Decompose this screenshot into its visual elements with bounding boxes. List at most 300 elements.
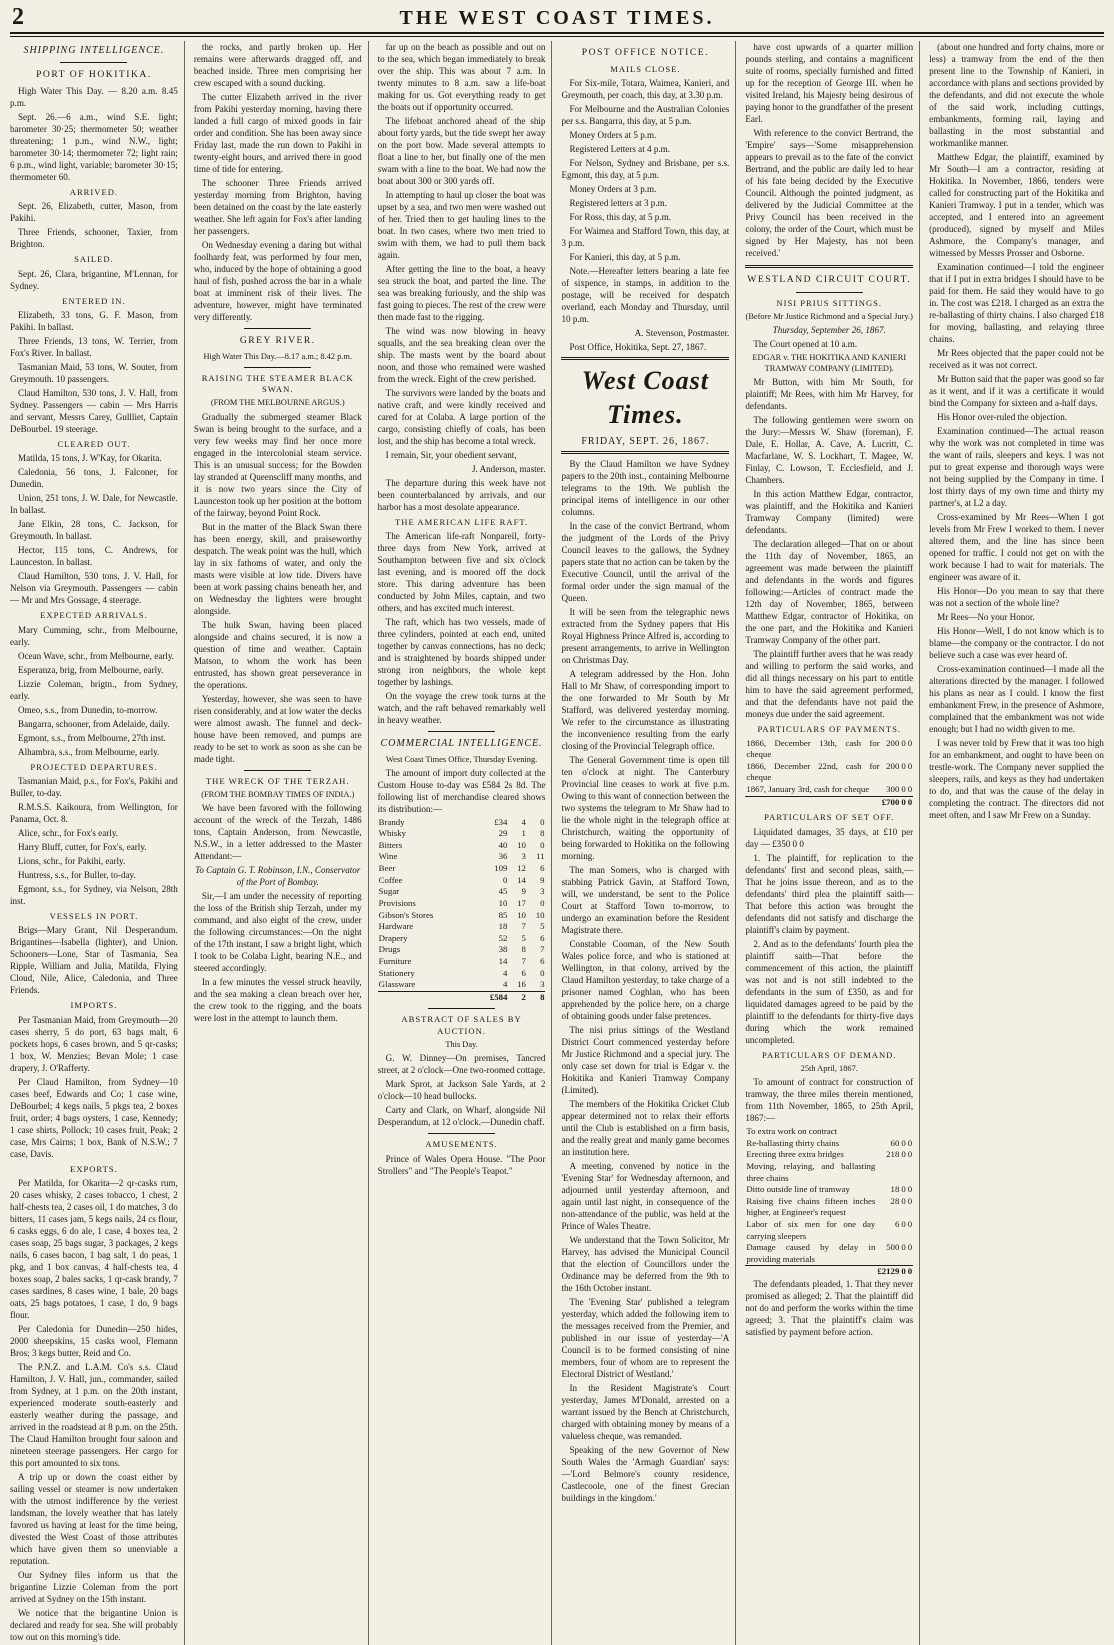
duty-row-d: 11 [536,851,545,862]
duty-row-s: 16 [517,979,526,990]
article-paragraph: The Court opened at 10 a.m. [753,339,858,350]
vessels-in-port: Brigs—Mary Grant, Nil Desperandum. Brigantines—Isabella (lighter), and Union. Schooners—Lone, Star of Tasmania, Sea Ripple, William and Julia, Matilda, Flying Cloud, Nile, Alice, Caledonia, and Three Friends. [10,925,178,996]
demand-row-s: 0 [901,1195,906,1206]
expected-entry: Egmont, s.s., from Melbourne, 27th inst. [18,732,166,743]
duty-row-d: 8 [540,828,545,839]
divider [428,1133,495,1134]
duty-row [378,956,546,968]
demand-row-item: Raising five chains fifteen inches higher, at Engineer's request [746,1195,876,1218]
setoff-heading: PARTICULARS OF SET OFF. [764,812,895,823]
demand-row-d: 0 [907,1195,913,1206]
payment-row [745,738,913,761]
projected-entry: Alice, schr., for Fox's early. [18,827,119,838]
duty-row-l: 36 [498,851,508,862]
article-paragraph: 1. The plaintiff, for replication to the defendants' first and second pleas, saith,—That he joins issue thereon, and as to the defendants' third plea the plaintiff saith—That before this action was brought the defendants did not satisfy and discharge the plaintiff's claim by payment. [745,852,914,935]
demand-row-item: Moving, relaying, and ballasting three chains [746,1160,876,1183]
duties-table [378,817,546,1004]
demand-row-item: Re-ballasting thirty chains [746,1137,840,1148]
article-paragraph: Mr Rees objected that the paper could not be received as it was not correct. [929,348,1104,370]
payments-total-row [745,796,913,808]
demand-total-s: 0 [901,1266,906,1277]
payments-total-s: 0 [901,796,906,807]
demand-row-s: 0 [901,1218,906,1229]
duty-row-item: Gibson's Stores [378,909,434,920]
duty-row [378,979,546,991]
duty-row-l: 10 [498,897,508,908]
duty-row-s: 12 [517,863,526,874]
payment-row-s: 0 [901,737,906,748]
arrived-entry: Sept. 26, Elizabeth, cutter, Mason, from Pakihi. [10,201,178,224]
columns [10,37,1104,1642]
column-1 [10,41,185,1645]
entered-entry: Claud Hamilton, 530 tons, J. V. Hall, from Sydney. Passengers — cabin — Mrs Harris and servant, Messrs Carey, Gullliet, Captain DeBourbel. 19 steerage. [10,387,178,434]
payments-table [745,738,913,809]
editorial-paragraph: A telegram addressed by the Hon. John Hall to Mr Shaw, of corresponding import to the one forwarded to Mr South by Mr Stafford, was delivered yesterday morning. We refer to the circumstance as illustrating the inconvenience resulting from the early closing of the Provincial Telegraph office. [561,668,730,751]
editorial-paragraph: It will be seen from the telegraphic news extracted from the Sydney papers that His Royal Highness Prince Alfred is, according to present arrangements, to arrive in Wellington on Christmas Day. [561,606,730,665]
abstract-heading: ABSTRACT OF SALES BY AUCTION. [401,1014,522,1036]
divider [244,770,311,771]
duty-row-d: 3 [540,886,545,897]
grey-tide-line: High Water This Day.—8.17 a.m.; 8.42 p.m. [203,351,352,361]
abstract-subheading: This Day. [445,1040,478,1050]
entered-heading: ENTERED IN. [62,295,126,306]
duty-row-d: 0 [540,816,545,827]
demand-row-s: 0 [901,1242,906,1253]
article-paragraph: The hulk Swan, having been placed alongside and chains secured, it is now a question of time and weather. Captain Matson, to whom the work has been entrusted, has shown great perseverance in the operations. [193,619,362,690]
article-paragraph: the rocks, and partly broken up. Her remains were afterwards dragged off, and beached inside. Three men comprising her crew escaped with a sound ducking. [193,42,362,88]
article-paragraph: We have been favored with the following account of the wreck of the Terzah, 1486 tons, Captain Anderson, from Newcastle, N.S.W., in a letter addressed to the Master Attendant:— [193,802,362,861]
auction-entry: Mark Sprot, at Jackson Sale Yards, at 2 o'clock—10 head bullocks. [377,1079,546,1102]
letter-address: To Captain G. T. Robinson, I.N., Conservator of the Port of Bombay. [195,864,361,887]
duty-row [378,817,546,829]
article-paragraph: have cost upwards of a quarter million pounds sterling, and contains a magnificent suite of rooms, specially furnished and fitted up for the reception of George III. when he visited Ireland, his Majesty being desirous of paying honor to the grandfather of the present Earl. [745,42,914,124]
duty-row-s: 9 [521,886,526,897]
newspaper-title: THE WEST COAST TIMES. [399,7,715,29]
demand-row-l: 60 [890,1137,900,1148]
article-paragraph: The raft, which has two vessels, made of three cylinders, pointed at each end, united together by canvas connections, has no deck; and is straightened by boards shipped under strong iron neighbors, the whole kept together by lashings. [377,617,546,688]
demand-row-s: 0 [901,1137,906,1148]
cleared-entry: Claud Hamilton, 530 tons, J. V. Hall, for Nelson via Greymouth. Passengers — cabin — Mr and Mrs Gossage, 4 steerage. [10,571,178,606]
payment-row-s: 0 [901,784,906,795]
arrived-entry: Three Friends, schooner, Taxier, from Brighton. [10,227,178,250]
imports-entry: Per Tasmanian Maid, from Greymouth—20 cases sherry, 5 do port, 63 bags malt, 6 pockets hops, 6 cases brown, and 5 qr-casks; 1 box, W. Menzies; Bevan Mole; 1 case drapery, J. O'Rafferty. [10,1014,178,1073]
divider [244,367,311,368]
nisi-prius-heading: NISI PRIUS SITTINGS. [776,297,883,308]
payment-row-l: 300 [886,784,900,795]
column-6 [929,41,1104,1645]
duty-row-s: 6 [521,967,526,978]
article-paragraph: The wind was now blowing in heavy squalls, and the sea breaking clean over the ship. The masts went by the board about noon, and those who remained were washed from the wreck. Eight of the crew perished. [377,326,546,384]
duty-row-item: Glassware [378,979,416,990]
article-paragraph: His Honor—Well, I do not know which is to blame—the company or the contractor. I do not believe such a case was ever heard of. [929,626,1104,660]
demand-row-d: 0 [907,1184,913,1195]
duty-row-d: 3 [540,979,545,990]
duty-row-l: 4 [503,979,508,990]
editorial-paragraph: A meeting, convened by notice in the 'Evening Star' for Wednesday afternoon, and adjourned until yesterday afternoon, and again until last night, in consequence of the non-attendance of the public, was held at the Prince of Wales Theatre. [561,1160,730,1231]
expected-entry: Omeo, s.s., from Dunedin, to-morrow. [18,704,158,715]
masthead [10,4,1104,34]
duty-row [378,851,546,863]
demand-row-item: Damage caused by delay in providing materials [746,1242,876,1264]
expected-entry: Alhambra, s.s., from Melbourne, early. [18,746,160,757]
duty-row-item: Furniture [378,955,412,966]
shipping-news: Per Caledonia for Dunedin—250 hides, 2000 sheepskins, 15 casks wool, Flemann Bros; 3 kegs butter, Reid and Co. [10,1323,178,1358]
duty-row-d: 0 [540,967,545,978]
terzah-heading: THE WRECK OF THE TERZAH. [205,775,350,786]
article-paragraph: With reference to the convict Bertrand, the 'Empire' says—'Some misapprehension appears to prevail as to the fate of the convict Bertrand, and the public are daily led to hear of his fate being decided by the Executive Council. Although the pointed judgment, as delivered by the Judicial Committee at the Privy Council has been received in the colony, the order of the Court, which must be signed by Her Majesty, has not been received.' [745,128,914,258]
editorial-paragraph: The nisi prius sittings of the Westland District Court commenced yesterday before Mr Justice Richmond and a special jury. The only case set down for trial is Edgar v. the Hokitika and Kanieri Tramway Company (Limited). [561,1024,730,1095]
payment-row-d: 0 [907,760,913,771]
exports-heading: EXPORTS. [69,1163,118,1174]
entered-entry: Elizabeth, 33 tons, G. F. Mason, from Pakihi. In ballast. [10,309,178,332]
payment-row [745,761,913,784]
demand-row-l: 6 [894,1218,900,1229]
duty-row-s: 8 [521,944,526,955]
expected-heading: EXPECTED ARRIVALS. [40,610,148,621]
article-paragraph: The schooner Three Friends arrived yesterday morning from Brighton, having been detained on the coast by the late easterly weather. She left again for Fox's after landing her passengers. [193,178,362,236]
editorial-dateline: FRIDAY, SEPT. 26, 1867. [561,435,729,454]
mail-entry: For Melbourne and the Australian Colonies per s.s. Bangarra, this day, at 5 p.m. [561,104,730,126]
cleared-entry: Caledonia, 56 tons, J. Falconer, for Dunedin. [10,467,178,490]
duty-row [378,898,546,910]
letter-signature: J. Anderson, master. [471,464,546,474]
demand-date: 25th April, 1867. [800,1063,858,1073]
auction-entry: Carty and Clark, on Wharf, alongside Nil Desperandum, at 12 o'clock.—Dunedin chaff. [377,1105,546,1128]
black-swan-source: (FROM THE MELBOURNE ARGUS.) [210,398,345,408]
vessels-heading: VESSELS IN PORT. [49,910,139,921]
column-3 [378,41,553,1645]
duty-row-d: 6 [540,932,545,943]
duty-row-s: 4 [521,816,526,827]
duty-row [378,875,546,887]
payment-row-item: 1866, December 13th, cash for cheque [746,737,880,760]
duty-row-l: £34 [494,816,508,827]
duty-row-item: Drapery [378,932,408,943]
duty-row-item: Coffee [378,874,403,885]
mail-entry: For Waimea and Stafford Town, this day, at 3 p.m. [561,226,730,248]
demand-row [745,1196,913,1219]
payment-row [745,784,913,796]
article-paragraph: The American life-raft Nonpareil, forty-three days from New York, arrived at Southampton between five and six o'clock last evening, and is moored off the dock store. This daring adventure has been conducted by John Miles, captain, and two others, and has excited much interest. [377,531,546,614]
demand-table [745,1126,913,1278]
circuit-court-heading: WESTLAND CIRCUIT COURT. [747,274,912,285]
mail-entry: Registered Letters at 4 p.m. [569,144,670,154]
mail-note: Note.—Hereafter letters bearing a late fee of sixpence, in stamps, in addition to the postage, will be received for despatch overland, each Monday and Thursday, until 10 p.m. [561,266,730,324]
duty-row [378,968,546,980]
article-paragraph: But in the matter of the Black Swan there has been energy, skill, and praiseworthy despatch. The weak point was the hull, which lay in six fathoms of water, and only the masts were visible at low tide. Divers have been at work passing chains beneath her, and on Wednesday the lighters were brought alongside. [193,521,362,616]
projected-heading: PROJECTED DEPARTURES. [30,761,158,772]
exports-entry: Per Matilda, for Okarita—2 qr-casks rum, 20 cases whisky, 2 cases tobacco, 1 chest, 2 half-chests tea, 2 cases oil, 1 do matches, 3 do bitters, 11 cases jam, 5 kegs nails, 24 cs flour, 6 casks eggs, 6 do ale, 1 case, 4 boxes tea, 2 cases soap, 25 bags sugar, 3 packages, 2 kegs nails, 6 cases bacon, 1 bag salt, 1 do peas, 1 pkg, and 1 box canvas, 4 half-chests tea, 4 boxes soap, 2 bales sacks, 1 qr-cask brandy, 7 cases sardines, 8 cases wine, 1 bale, 20 bags oats, 25 bags potatoes, 1 case, 1 do, 9 bags flour. [10,1177,178,1320]
demand-heading: PARTICULARS OF DEMAND. [761,1049,897,1060]
demand-row-l: 500 [886,1242,900,1253]
duty-row-item: Beer [378,863,396,874]
duty-row-s: 10 [517,839,526,850]
demand-row-d [907,1161,913,1184]
demand-row [745,1149,913,1161]
column-4 [561,41,736,1645]
mail-entry: Money Orders at 3 p.m. [569,184,657,194]
expected-entry: Esperanza, brig, from Melbourne, early. [18,664,164,675]
article-paragraph: The defendants pleaded, 1. That they never promised as alleged; 2. That the plaintiff did not do and perform the works within the time agreed; 3. That the plaintiff's claim was satisfied by payment before action. [745,1278,914,1337]
case-title: EDGAR v. THE HOKITIKA AND KANIERI TRAMWAY COMPANY (LIMITED). [752,353,907,374]
payment-row-d: 0 [907,737,913,748]
duty-row [378,840,546,852]
article-paragraph: The declaration alleged—That on or about the 11th day of November, 1865, an agreement was made between the plaintiff and defendants in the words and figures following:—Articles of contract made the 12th day of November, 1865, between Matthew Edgar, contractor of Hokitika, on the one part, and the Hokitika and Kanieri Tramway Company of the other part. [745,539,914,646]
black-swan-heading: RAISING THE STEAMER BLACK SWAN. [201,372,354,395]
shipping-news: Our Sydney files inform us that the brigantine Lizzie Coleman from the port arrived at Sydney on the 15th instant. [10,1569,178,1604]
article-paragraph: His Honor—Do you mean to say that there was not a section of the whole line? [929,586,1104,608]
life-raft-heading: THE AMERICAN LIFE RAFT. [395,517,529,527]
demand-row-l [876,1126,900,1138]
cleared-entry: Hector, 115 tons, C. Andrews, for Launceston. In ballast. [10,545,178,568]
post-office-heading: POST OFFICE NOTICE. [581,47,710,58]
weather-report: Sept. 26.—6 a.m., wind S.E. light; barometer 30·25; thermometer 50; weather threatening; 1 p.m., wind N.W., light; barometer 30·14; thermometer 72; light rain; 6 p.m., wind light, variable; barometer 30·15; thermometer 60. [10,111,178,182]
editorial-paragraph: Constable Cooman, of the New South Wales police force, and who is stationed at Wellington, in that colony, arrived by the Claud Hamilton yesterday, to take charge of a prisoner named Coghlan, who has been apprehended by the police here, on a charge of obtaining goods under false pretences. [561,938,730,1021]
duty-row-d: 9 [540,874,545,885]
duty-row [378,921,546,933]
article-paragraph: Mr Button said that the paper was good so far as it went, and if it was a certificate it would bind the Company for sixteen and a-half days. [929,374,1104,408]
payment-row-d: 0 [907,784,913,795]
duty-row [378,886,546,898]
demand-row-l: 18 [890,1184,900,1195]
article-paragraph: In attempting to haul up closer the boat was upset by a sea, and two men were washed out of her. Tried then to get hauling lines to the boat. In two cases, where two men tried to swim with them, we had to pull them back again. [377,190,546,260]
auction-entry: G. W. Dinney—On premises, Tancred street, at 2 o'clock—One two-roomed cottage. [377,1053,546,1076]
projected-entry: Huntress, s.s., for Buller, to-day. [18,869,136,880]
payments-heading: PARTICULARS OF PAYMENTS. [757,724,902,735]
mail-entry: For Kanieri, this day, at 5 p.m. [569,252,681,262]
shipping-news: A trip up or down the coast either by sailing vessel or steamer is now undertaken with the utmost indifference by the veriest landsman, the lovely weather that has lately favored us having at least for the time being, divested the West Coast of those attributes which have given them so unenviable a reputation. [10,1471,178,1566]
article-paragraph: Sir,—I am under the necessity of reporting the loss of the British ship Terzah, under my command, and also eight of the crew, under the following circumstances:—On the night of the 17th instant, I saw a bright light, which I took to be Colaba Light, bearing N.E., and steered accordingly. [193,890,362,973]
demand-row-item: Ditto outside line of tramway [746,1184,850,1195]
demand-row-d: 0 [907,1149,913,1160]
duty-row [378,910,546,922]
arrived-heading: ARRIVED. [69,186,119,197]
article-paragraph: 2. And as to the defendants' fourth plea the plaintiff saith—That before the commencement of this action, the plaintiff was not and is not still indebted to the defendants in the sum of £350, as and for liquidated damages agreed to be paid by the plaintiff to the defendants for thirty-five days during which the work remained uncompleted. [745,938,914,1045]
duty-row-l: 52 [498,932,508,943]
duty-row [378,863,546,875]
mail-entry: For Ross, this day, at 5 p.m. [569,212,671,222]
nisi-prius-date: Thursday, September 26, 1867. [772,325,886,336]
entered-entry: Three Friends, 13 tons, W. Terrier, from Fox's River. In ballast. [10,335,178,358]
divider [428,1008,495,1009]
duty-row-item: Drugs [378,944,401,955]
duty-row-item: Wine [378,851,398,862]
duty-row-item: Stationery [378,967,415,978]
article-paragraph: The plaintiff further avers that he was ready and willing to perform the said works, and did all things necessary on his part to entitle him to have the said agreement performed, and that the defendants have not paid the moneys due under the said agreement. [745,649,914,720]
cleared-heading: CLEARED OUT. [57,438,131,449]
duty-row-s: 1 [521,828,526,839]
payment-row-l: 200 [886,737,900,748]
expected-entry: Mary Cumming, schr., from Melbourne, early. [10,624,178,647]
mail-entry: Registered letters at 3 p.m. [569,198,667,208]
page-number: 2 [12,4,24,30]
payments-total-l: £700 [881,796,900,807]
payment-row-l: 200 [886,760,900,771]
cleared-entry: Jane Elkin, 28 tons, C. Jackson, for Greymouth. In ballast. [10,519,178,542]
shipping-news: We notice that the brigantine Union is declared and ready for sea. She will probably tow out on this morning's tide. [10,1607,178,1642]
duty-row-item: Hardware [378,921,414,932]
demand-row-l [876,1161,900,1184]
demand-row-s: 0 [901,1184,906,1195]
terzah-source: (FROM THE BOMBAY TIMES OF INDIA.) [201,789,355,799]
article-paragraph: In a few minutes the vessel struck heavily, and the sea making a clean breach over her, the crew took to the rigging, and the boats were lost in the attempt to launch them. [193,976,362,1023]
duty-row-s: 17 [517,897,526,908]
demand-row [745,1219,913,1242]
duty-row-d: 0 [540,839,545,850]
duty-row-d: 6 [540,955,545,966]
article-paragraph: Mr Rees—No your Honor. [937,612,1035,622]
article-paragraph: I remain, Sir, your obedient servant, [385,450,517,460]
article-paragraph: The survivors were landed by the boats and native craft, and were kindly received and cared for at Colaba. A large portion of the cargo, consisting chiefly of coals, has been lost, and the ship has become a total wreck. [377,388,546,446]
duty-row-l: 14 [498,955,508,966]
duty-row [378,828,546,840]
duty-row-item: Whisky [378,828,407,839]
article-paragraph: On Wednesday evening a daring but withal foolhardy feat, was performed by four men, who, induced by the hope of obtaining a good haul of fish, pushed across the bar in a whale boat at imminent risk of their lives. The adventure, however, might have terminated very differently. [193,240,362,322]
editorial-paragraph: The members of the Hokitika Cricket Club appear determined not to relax their efforts until the Club is established on a firm basis, and the really great and manly game becomes an institution here. [561,1098,730,1157]
article-paragraph: In this action Matthew Edgar, contractor, was plaintiff, and the Hokitika and Kanieri Tramway Company (limited) were defendants. [745,489,914,536]
duty-row-d: 5 [540,921,545,932]
article-paragraph: Gradually the submerged steamer Black Swan is being brought to the surface, and a very few weeks may find her once more engaged in the intercolonial steam service. This is an unusual success; for the Bowden lay stranded at Queenscliff many months, and it is now two years since the City of Launceston took up her position at the bottom of the fairway, beyond Point Rock. [193,411,362,518]
port-heading: PORT OF HOKITIKA. [36,69,152,81]
duty-row-l: 18 [498,921,508,932]
demand-row-d: 0 [907,1218,913,1229]
expected-entry: Ocean Wave, schr., from Melbourne, early. [18,650,175,661]
duty-row-item: Provisions [378,897,416,908]
amusements-entry: Prince of Wales Opera House. "The Poor Strollers" and "The People's Teapot." [377,1153,546,1176]
projected-entry: Egmont, s.s., for Sydney, via Nelson, 28th inst. [10,883,178,906]
demand-row-l: 218 [886,1149,900,1160]
editorial-banner: West Coast Times. [561,357,729,433]
duty-row-s: 3 [521,851,526,862]
demand-row [745,1184,913,1196]
duty-row-s: 14 [517,874,526,885]
duties-total-s: 2 [508,991,527,1003]
cleared-entry: Matilda, 15 tons, J. W'Kay, for Okarita. [18,453,162,464]
duty-row-item: Bitters [378,839,403,850]
divider [60,62,127,63]
duty-row-l: 4 [503,967,508,978]
article-paragraph: Yesterday, however, she was seen to have risen considerably, and at low water the decks were almost awash. The funnel and deck-house have been removed, and pumps are ready to be set to work as soon as she can be made tight. [193,693,362,764]
expected-entry: Lizzie Coleman, brigtn., from Sydney, early. [10,678,178,701]
article-paragraph: (about one hundred and forty chains, more or less) a tramway from the end of the then present line to the Township of Kanieri, in accordance with plans and sections provided by the defendants, and did not execute the whole of the said work, including cuttings, embankments, forming rail, laying and ballasting in the most substantial and workmanlike manner. [929,42,1104,148]
editorial-paragraph: By the Claud Hamilton we have Sydney papers to the 20th inst., containing Melbourne telegrams to the 19th. We publish the principal items of intelligence in our other columns. [561,458,730,517]
article-paragraph: On the voyage the crew took turns at the watch, and the raft behaved remarkably well in heavy weather. [377,691,546,726]
nisi-prius-sub: (Before Mr Justice Richmond and a Special Jury.) [745,312,913,321]
payment-row-item: 1867, January 3rd, cash for cheque [746,784,870,795]
mail-entry: For Nelson, Sydney and Brisbane, per s.s. Egmont, this day, at 5 p.m. [561,158,730,180]
demand-row [745,1126,913,1138]
entered-entry: Tasmanian Maid, 53 tons, W. Souter, from Greymouth. 10 passengers. [10,361,178,384]
demand-total-d: 0 [907,1266,913,1277]
duty-row-l: 29 [498,828,508,839]
duty-row-d: 7 [540,944,545,955]
duty-row-s: 7 [521,955,526,966]
demand-row [745,1242,913,1266]
payment-row-s: 0 [901,760,906,771]
article-paragraph: Cross-examined by Mr Rees—When I got levels from Mr Frew I worked to them. I never altered them, and the line has since been opened for traffic. I could not get on with the work because I had to wait for materials. The engineer was aware of it. [929,512,1104,582]
setoff-entry: Liquidated damages, 35 days, at £10 per day — £350 0 0 [745,826,914,849]
commercial-office: West Coast Times Office, Thursday Evening. [385,754,538,764]
grey-river-heading: GREY RIVER. [239,335,316,346]
editorial-paragraph: In the case of the convict Bertrand, whom the judgment of the Lords of the Privy Council leaves to the gallows, the Sydney papers state that no action can be taken by the Executive Council, until the arrival of the formal order under the sign manual of the Queen. [561,520,730,603]
demand-row-d [907,1126,913,1138]
editorial-paragraph: We understand that the Town Solicitor, Mr Harvey, has advised the Municipal Council that the election of Councillors under the Ordinance may be deferred from the 9th to the 16th October instant. [561,1234,730,1293]
article-paragraph: Examination continued—The actual reason why the work was not completed in time was the want of rails, sleepers and keys. I was not put to great expense and thorough ways were not being supplied by the Company in time. I lost thirty days of my own time and thirty my partner's, at L2 a day. [929,426,1104,508]
demand-row-item: To extra work on contract [746,1126,838,1137]
divider [796,292,863,293]
projected-entry: Lions, schr., for Pakihi, early. [18,855,126,866]
demand-intro: To amount of contract for construction of tramway, the three miles therein mentioned, from 11th November, 1865, to 25th April, 1867:— [745,1077,914,1124]
duty-row-d: 0 [540,897,545,908]
editorial-paragraph: The 'Evening Star' published a telegram yesterday, which added the following item to the messages received from the Premier, and published in our issue of yesterday—'A Council is to be formed consisting of nine members, four of whom are to represent the Electoral District of Westland.' [561,1296,730,1379]
projected-entry: Tasmanian Maid, p.s., for Fox's, Pakihi and Buller, to-day. [10,775,178,798]
editorial-paragraph: The General Government time is open till ten o'clock at night. The Canterbury Provincial line ceases to work at five p.m. Owing to this want of connection between the two systems the telegram to Mr Shaw had to lie the whole night in the telegraph office at Christchurch, waiting the opportunity of being forwarded to Hokitika on the following morning. [561,754,730,861]
duty-row-item: Brandy [378,816,405,827]
duty-row-l: 85 [498,909,508,920]
cleared-entry: Union, 251 tons, J. W. Dale, for Newcastle. In ballast. [10,493,178,516]
demand-total-row [745,1266,913,1278]
duty-row-l: 109 [494,863,508,874]
article-paragraph: far up on the beach as possible and out on to the sea, which began immediately to break over the ship. This was about 7 a.m. In twenty minutes to 8 a.m. saw a life-boat making for us. Got everything ready to get the boats out if opportunity occurred. [377,42,546,112]
commercial-heading: COMMERCIAL INTELLIGENCE. [380,738,543,750]
projected-entry: Harry Bluff, cutter, for Fox's, early. [18,841,147,852]
sailed-heading: SAILED. [74,254,114,265]
demand-row [745,1161,913,1184]
mail-entry: For Six-mile, Totara, Waimea, Kanieri, and Greymouth, per coach, this day, at 3.30 p.m. [561,78,730,100]
duty-row-l: 40 [498,839,508,850]
article-paragraph: The cutter Elizabeth arrived in the river from Pakihi yesterday morning, having there landed a full cargo of mixed goods in fair order and condition. She has been away since Friday last, made the run down to Pakihi in twenty-eight hours, and arrived there in good time of tide for entering. [193,92,362,174]
article-paragraph: The departure during this week have not been counterbalanced by arrivals, and our harbor has a most desolate appearance. [377,478,546,512]
amusements-heading: AMUSEMENTS. [425,1139,498,1150]
duties-total-l: £584 [475,991,509,1003]
duty-row-s: 5 [521,932,526,943]
divider [244,328,311,329]
duty-row-l: 38 [498,944,508,955]
demand-row-d: 0 [907,1242,913,1253]
demand-row-item: Erecting three extra bridges [746,1149,844,1160]
projected-entry: R.M.S.S. Kaikoura, from Wellington, for Panama, Oct. 8. [10,801,178,824]
column-5 [745,41,920,1645]
duties-total-row [378,991,546,1003]
duty-row-s: 10 [517,909,526,920]
duty-row-d: 10 [535,909,545,920]
duties-total-d: 8 [527,991,546,1003]
article-paragraph: Mr Button, with him Mr South, for plaintiff; Mr Rees, with him Mr Harvey, for defendants. [745,377,914,412]
demand-total-l: £2129 [877,1266,900,1277]
mail-entry: Money Orders at 5 p.m. [569,130,657,140]
article-paragraph: The following gentlemen were sworn on the Jury:—Messrs W. Shaw (foreman), F. Dale, E. Hollar, A. Cave, A. Lucritt, C. Macfarlane, W. S. Lockhart, T. Magee, W. Finlay, C. Lowson, T. Ecclesfield, and J. Chambers. [745,415,914,486]
sailed-entry: Sept. 26, Clara, brigantine, M'Lennan, for Sydney. [10,268,178,291]
demand-row-d: 0 [907,1137,913,1148]
mails-heading: MAILS CLOSE. [610,63,681,74]
expected-entry: Bangarra, schooner, from Adelaide, daily. [18,718,170,729]
section-heading-shipping: SHIPPING INTELLIGENCE. [23,45,165,56]
article-paragraph: His Honor over-ruled the objection. [937,412,1068,422]
article-paragraph: I was never told by Frew that it was too high for an embankment, and ought to have been on trestle-work. The Company never supplied the sleepers, rails, and keys as they had undertaken to do, and that was the cause of the delay in completing the contract. The directors did not meet often, and I saw Mr Frew on a Sunday. [929,738,1104,820]
duty-row-d: 6 [540,863,545,874]
post-office-date: Post Office, Hokitika, Sept. 27, 1867. [569,342,707,352]
demand-row [745,1138,913,1150]
duty-row [378,944,546,956]
column-2 [194,41,369,1645]
article-paragraph: Examination continued—I told the engineer that if I put in extra bridges I should have to be paid for them. He said they would have to go in. The cost was £218. I charged as an extra the re-ballasting of thirty chains. I also charged £18 for moving, ballasting, and relaying three chains. [929,262,1104,344]
tide-line: High Water This Day. — 8.20 a.m. 8.45 p.m. [10,85,178,108]
article-paragraph: After getting the line to the boat, a heavy sea struck the boat, and parted the line. The sea was breaking furiously, and the ship was fast going to pieces. The rest of the crew were then made fast to the rigging. [377,264,546,322]
commercial-intro: The amount of import duty collected at the Custom House to-day was £584 2s 8d. The following list of merchandise cleared shows its distribution:— [377,767,546,814]
duty-row-s: 7 [521,921,526,932]
imports-heading: IMPORTS. [70,1000,118,1011]
postmaster-signature: A. Stevenson, Postmaster. [634,328,730,338]
